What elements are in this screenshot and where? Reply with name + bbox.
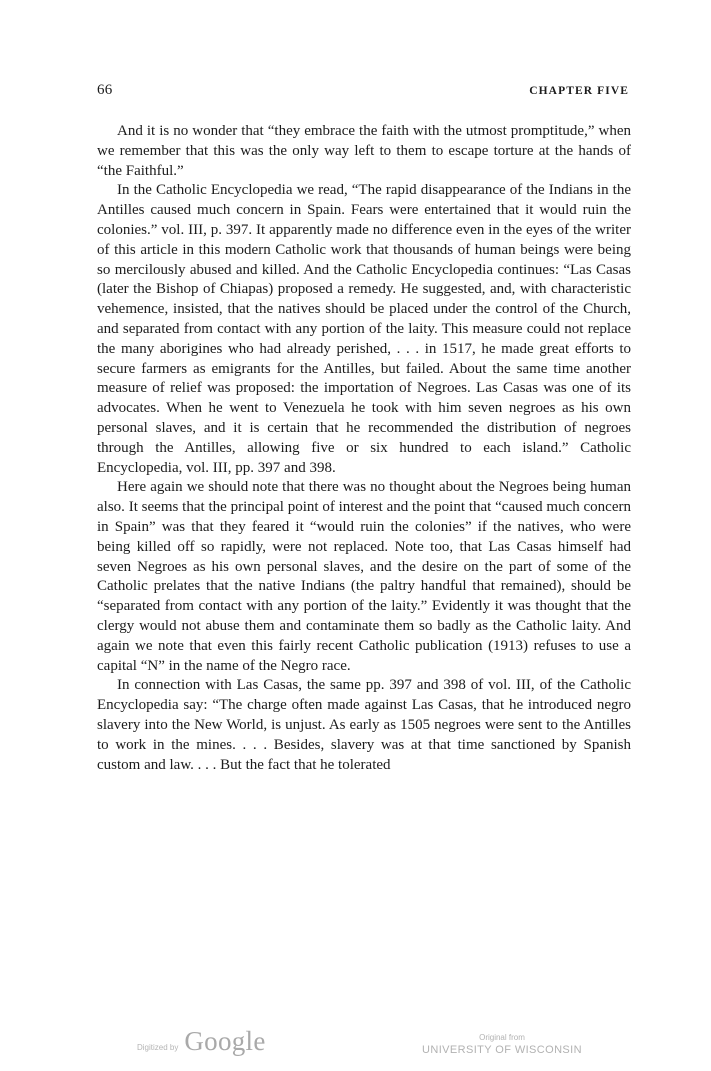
paragraph: In the Catholic Encyclopedia we read, “The rapid disappearance of the Indians in the Antilles caused much concern in Spain. Fears were entertained that it would ruin the colonies.” vol. III, p. 397. It apparently made no difference even in the eyes of the writer of this article in this modern Catholic work that thousands of human beings were being so mercilously abused and killed. And the Catholic Encyclopedia continues: “Las Casas (later the Bishop of Chiapas) proposed a remedy. He suggested, and, with characteristic vehemence, insisted, that the natives should be placed under the control of the Church, and separated from contact with any portion of the laity. This measure could not replace the many aborigines who had already perished, . . . in 1517, he made great efforts to secure farmers as emigrants for the Antilles, but failed. About the same time another measure of relief was proposed: the importation of Negroes. Las Casas was one of its advocates. When he went to Venezuela he took with him seven negroes as his own personal slaves, and it is certain that he recommended the distribution of negroes through the Antilles, allowing five or six hundred to each island.” Catholic Encyclopedia, vol. III, pp. 397 and 398. <box>97 182 631 476</box>
original-from-label: Original from <box>479 1033 525 1042</box>
paragraph: And it is no wonder that “they embrace the faith with the utmost promptitude,” when we remember that this was the only way left to them to escape torture at the hands of “the Faithful.” <box>97 123 631 179</box>
digitized-watermark <box>137 1026 266 1057</box>
page-number: 66 <box>97 82 113 98</box>
google-logo: Google <box>184 1026 266 1056</box>
digitized-by-label: Digitized by <box>137 1043 179 1052</box>
body-text <box>97 122 631 775</box>
institution-name: UNIVERSITY OF WISCONSIN <box>422 1044 582 1056</box>
paragraph: Here again we should note that there was no thought about the Negroes being human also. It seems that the principal point of interest and the point that “caused much concern in Spain” was that they feared it “would ruin the colonies” if the natives, who were being killed off so rapidly, were not replaced. Note too, that Las Casas himself had seven Negroes as his own personal slaves, and the desire on the part of some of the Catholic prelates that the native Indians (the paltry handful that remained), should be “separated from contact with any portion of the laity.” Evidently it was thought that the clergy would not abuse them and contaminate them so badly as the Catholic laity. And again we note that even this fairly recent Catholic publication (1913) refuses to use a capital “N” in the name of the Negro race. <box>97 479 631 674</box>
paragraph: In connection with Las Casas, the same pp. 397 and 398 of vol. III, of the Catholic Encyclopedia say: “The charge often made against Las Casas, that he introduced negro slavery into the New World, is unjust. As early as 1505 negroes were sent to the Antilles to work in the mines. . . . Besides, slavery was at that time sanctioned by Spanish custom and law. . . . But the fact that he tolerated <box>97 677 631 773</box>
chapter-title: CHAPTER FIVE <box>529 85 629 97</box>
source-watermark <box>410 1033 594 1057</box>
